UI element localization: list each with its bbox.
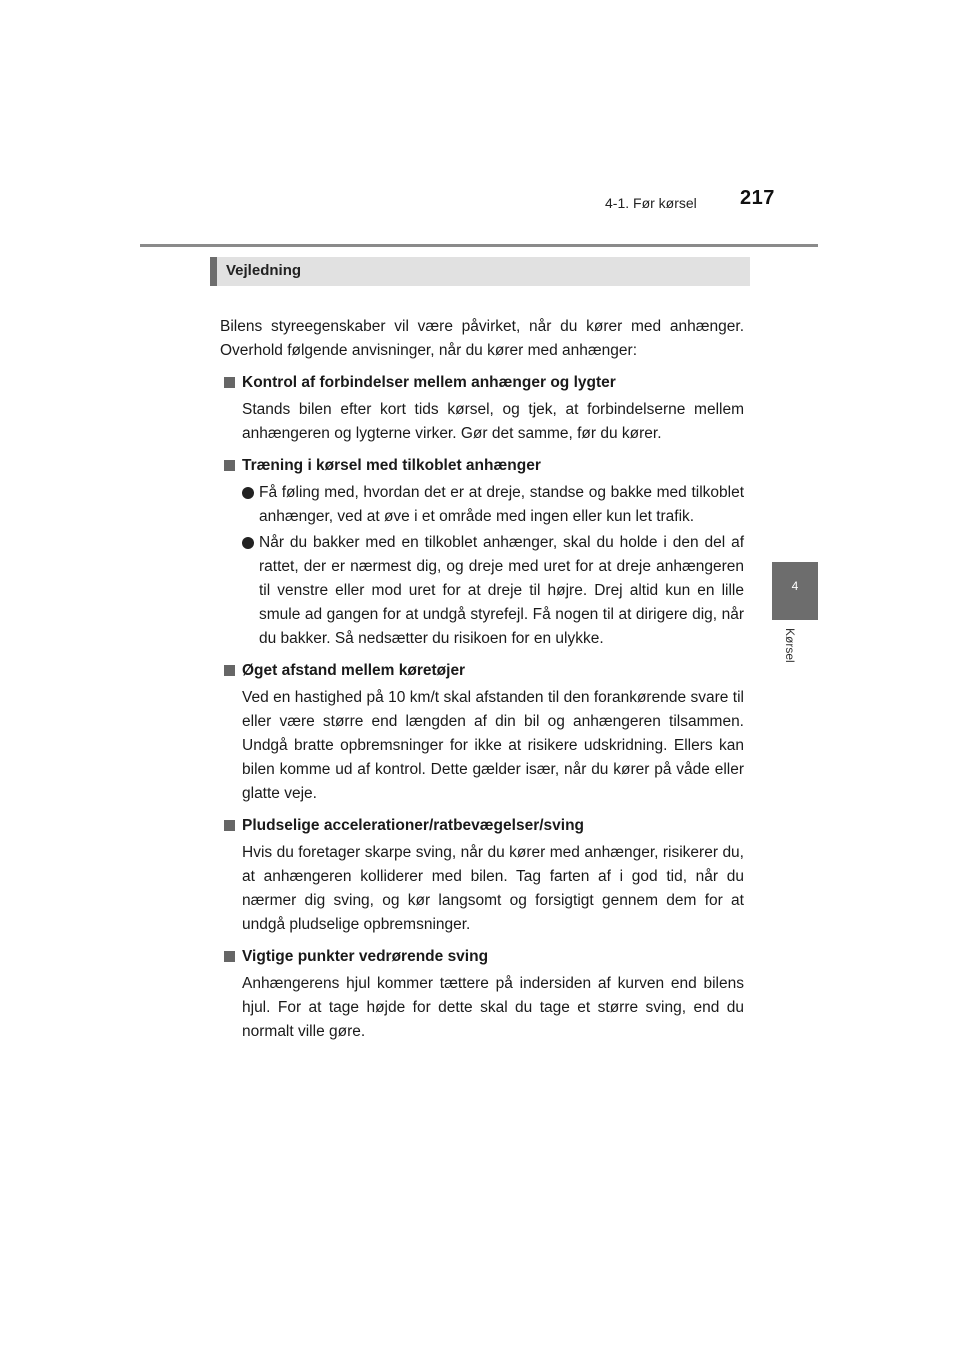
section-title-text: Kontrol af forbindelser mellem anhænger og lygter (242, 374, 616, 391)
section-training (220, 454, 744, 651)
section-title (220, 371, 744, 395)
section-title (220, 945, 744, 969)
chapter-label: Kørsel (783, 628, 797, 663)
section-title-text: Pludselige accelerationer/ratbevægelser/sving (242, 817, 585, 834)
list-item-text: Få føling med, hvordan det er at dreje, standse og bakke med tilkoblet anhænger, ved at øve i et område med ingen eller kun let trafik. (259, 484, 744, 525)
section-title (220, 454, 744, 478)
list-item-text: Når du bakker med en tilkoblet anhænger, skal du holde i den del af rattet, der er nærmest dig, og dreje med uret for at dreje anhængeren til venstre eller mod uret for at dreje til højre. Drej altid kun en lille smule ad gangen for at undgå styrefejl. Få nogen til at dirigere dig, når du bakker. Så nedsætter du risikoen for en ulykke. (259, 534, 744, 647)
section-sudden-moves (220, 814, 744, 937)
square-bullet-icon (224, 951, 235, 962)
section-title-text: Træning i kørsel med tilkoblet anhænger (242, 457, 541, 474)
square-bullet-icon (224, 377, 235, 388)
round-bullet-icon (242, 537, 254, 549)
header-rule (140, 244, 818, 247)
square-bullet-icon (224, 460, 235, 471)
list-item (220, 481, 744, 529)
section-text: Ved en hastighed på 10 km/t skal afstanden til den forankørende svare til eller være større end længden af din bil og anhængeren tilsammen. Undgå bratte opbremsninger for ikke at risikere udskridning. Ellers kan bilen komme ud af kontrol. Dette gælder især, når du kører på våde eller glatte veje. (242, 689, 744, 802)
round-bullet-icon (242, 487, 254, 499)
section-distance (220, 659, 744, 806)
section-title-box (210, 257, 750, 286)
chapter-number: 4 (791, 579, 799, 593)
square-bullet-icon (224, 665, 235, 676)
list-item (220, 531, 744, 651)
section-text: Anhængerens hjul kommer tættere på indersiden af kurven end bilens hjul. For at tage højde for dette skal du tage et større sving, end du normalt ville gøre. (242, 975, 744, 1040)
section-title (220, 814, 744, 838)
section-label: 4-1. Før kørsel (605, 195, 697, 211)
section-title-text: Øget afstand mellem køretøjer (242, 662, 466, 679)
section-text: Stands bilen efter kort tids kørsel, og tjek, at forbindelserne mellem anhængeren og lygterne virker. Gør det samme, før du kører. (242, 401, 744, 442)
square-bullet-icon (224, 820, 235, 831)
main-content (220, 315, 744, 1052)
chapter-tab (772, 562, 818, 620)
section-turning (220, 945, 744, 1044)
intro-paragraph: Bilens styreegenskaber vil være påvirket, når du kører med anhænger. Overhold følgende anvisninger, når du kører med anhænger: (220, 318, 744, 359)
section-text: Hvis du foretager skarpe sving, når du kører med anhænger, risikerer du, at anhængeren kolliderer med bilen. Tag farten af i god tid, når du nærmer dig sving, og kør langsomt og forsigtigt gennem dem for at undgå pludselige opbremsninger. (242, 844, 744, 933)
page-number: 217 (740, 187, 775, 209)
section-connections (220, 371, 744, 446)
section-title (220, 659, 744, 683)
chapter-label-wrap (783, 628, 797, 688)
section-title-text: Vigtige punkter vedrørende sving (242, 948, 489, 965)
box-title: Vejledning (226, 262, 302, 279)
